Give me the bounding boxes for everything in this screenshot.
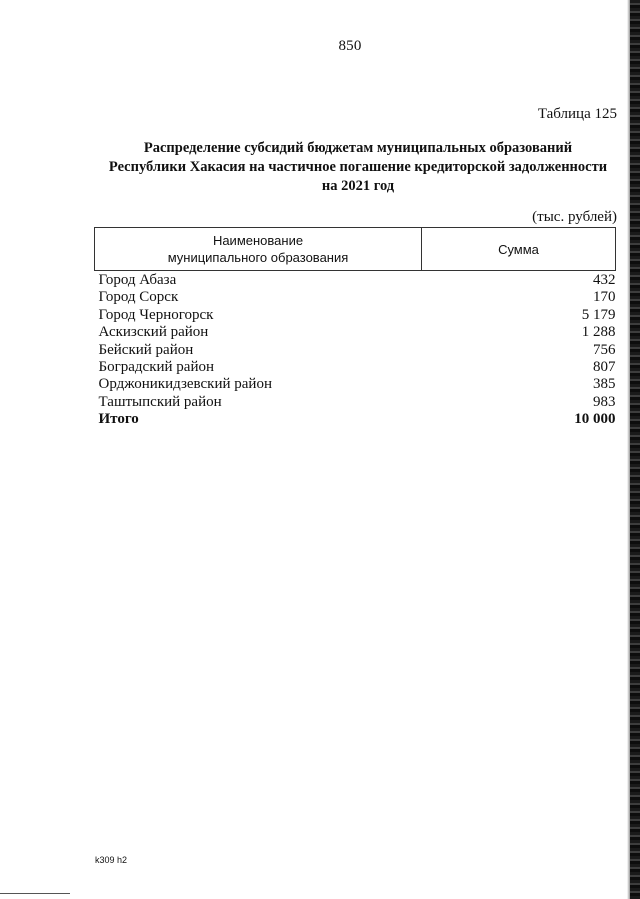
row-value: 1 288 [581,324,616,341]
table-row [95,271,616,290]
table-row [95,394,616,411]
scan-edge [630,0,640,899]
row-name: Бейский район [98,341,194,358]
total-value: 10 000 [574,411,616,428]
table-row [95,359,616,376]
title-line-3: на 2021 год [321,178,395,194]
table-row [95,324,616,341]
row-value: 170 [593,289,616,306]
row-value: 983 [593,393,616,410]
table-row [95,289,616,306]
row-name: Таштыпский район [98,393,222,410]
total-row [95,411,616,428]
bottom-rule [0,893,70,894]
footer-code: k309 h2 [95,855,128,865]
row-name: Город Абаза [98,272,177,288]
header-municipality-line2: муниципального образования [167,250,349,265]
row-value: 432 [593,272,616,288]
table-row [95,307,616,324]
table-body [95,271,616,429]
row-name: Аскизский район [98,324,209,341]
row-value: 756 [593,341,616,358]
header-municipality [95,228,422,271]
row-name: Город Сорск [98,289,179,306]
title-line-2: Республики Хакасия на частичное погашение кредиторской задолженности [108,159,608,175]
header-row [95,228,616,271]
table-row [95,376,616,393]
table-label: Таблица 125 [537,106,617,122]
row-name: Орджоникидзевский район [98,376,272,393]
row-value: 807 [593,359,616,376]
units-label: (тыс. рублей) [532,209,617,225]
row-name: Боградский район [98,359,215,376]
page-number: 850 [338,38,362,54]
row-name: Город Черногорск [98,306,214,323]
header-sum: Сумма [422,228,616,271]
table-row [95,342,616,359]
subsidy-table [94,227,616,429]
title-line-1: Распределение субсидий бюджетам муниципальных образований [143,140,573,156]
total-label: Итого [98,411,139,428]
table-header [95,228,616,271]
document-title [90,139,626,196]
header-municipality-line1: Наименование [212,233,304,248]
row-value: 385 [593,376,616,393]
row-value: 5 179 [581,306,616,323]
